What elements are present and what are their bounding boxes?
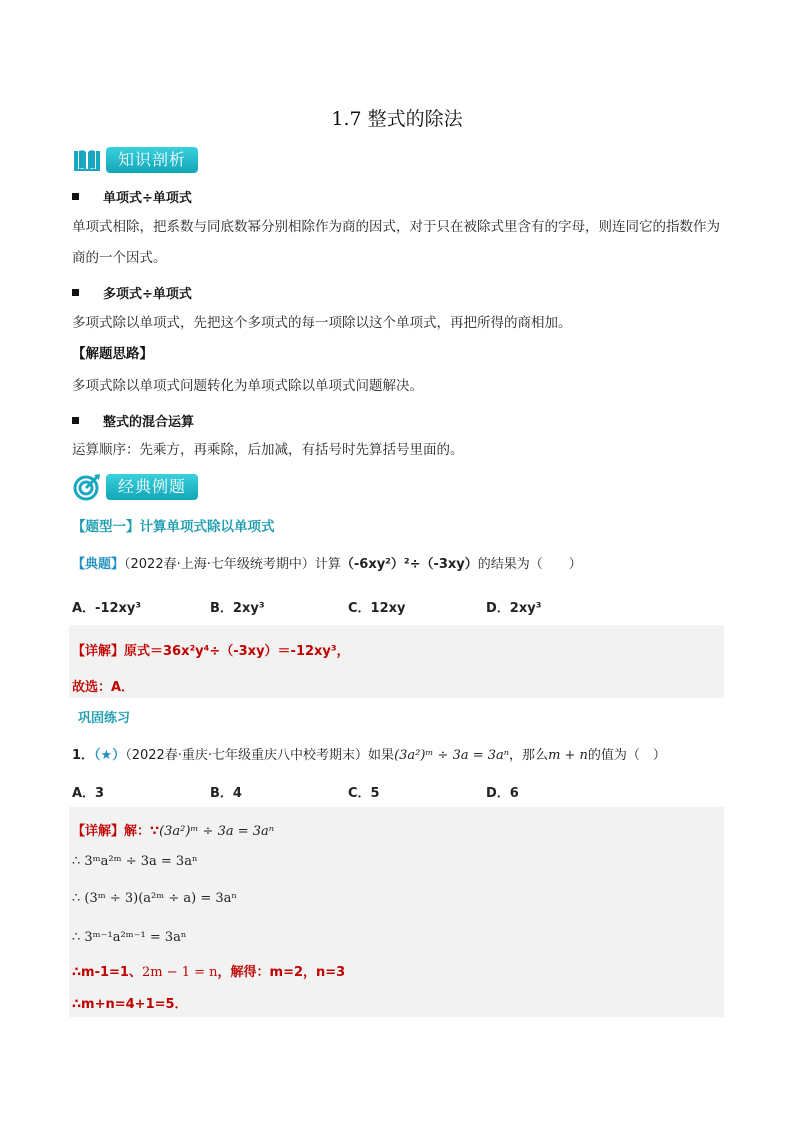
section-header-knowledge [72,145,198,175]
bullet-heading: 单项式÷单项式 [72,187,192,206]
hint-text: 多项式除以单项式问题转化为单项式除以单项式问题解决。 [72,378,423,394]
answer-line: 【详解】原式＝36x²y⁴÷（-3xy）＝-12xy³， [72,644,350,659]
practice-title: 巩固练习 [78,711,131,726]
math-expression: m + n [548,748,588,763]
book-icon [72,145,102,175]
target-icon [72,472,102,502]
example-question: 【典题】（2022春·上海·七年级统考期中）计算（-6xy²）²÷（-3xy）的结果为（ ） [72,557,582,572]
option-c[interactable]: C．12xy [348,601,406,616]
bullet-heading: 多项式÷单项式 [72,283,192,302]
paragraph: 单项式相除，把系数与同底数幂分别相除作为商的因式，对于只在被除式里含有的字母，则连同它的指数作为商的一个因式。 [72,219,720,266]
hint-title: 【解题思路】 [72,346,153,362]
option-a[interactable]: A．3 [72,786,105,801]
page-title: 1.7 整式的除法 [331,108,463,130]
option-list [72,782,722,802]
question-type-heading: 【题型一】计算单项式除以单项式 [72,519,275,535]
answer-line: ∴m+n=4+1=5． [72,997,188,1012]
option-list [72,597,722,617]
example-tag: 【典题】 [72,557,125,572]
option-d[interactable]: D．6 [486,786,519,801]
answer-line: ∴ 3ᵐa²ᵐ ÷ 3a = 3aⁿ [72,854,198,869]
star-icon: （★） [94,748,126,763]
section-label: 知识剖析 [106,147,198,173]
section-header-examples [72,472,198,502]
bullet-heading: 整式的混合运算 [72,411,194,430]
answer-line: 故选：A． [72,680,135,695]
answer-box [69,625,724,698]
option-b[interactable]: B．2xy³ [210,601,265,616]
option-c[interactable]: C．5 [348,786,380,801]
answer-line: ∴ (3ᵐ ÷ 3)(a²ᵐ ÷ a) = 3aⁿ [72,891,238,906]
answer-line: ∴m-1=1、2m − 1 = n，解得：m=2，n=3 [72,965,346,980]
paragraph: 多项式除以单项式，先把这个多项式的每一项除以这个单项式，再把所得的商相加。 [72,315,572,331]
option-a[interactable]: A．-12xy³ [72,601,142,616]
answer-line: ∴ 3ᵐ⁻¹a²ᵐ⁻¹ = 3aⁿ [72,930,187,945]
answer-line: 【详解】解：∵(3a²)ᵐ ÷ 3a = 3aⁿ [72,824,275,839]
option-d[interactable]: D．2xy³ [486,601,542,616]
question-1: 1．（★）（2022春·重庆·七年级重庆八中校考期末）如果(3a²)ᵐ ÷ 3a = 3aⁿ，那么m + n的值为（ ） [72,748,666,763]
section-label: 经典例题 [106,474,198,500]
option-b[interactable]: B．4 [210,786,242,801]
math-expression: (3a²)ᵐ ÷ 3a = 3aⁿ [394,748,510,763]
math-expression: （-6xy²）²÷（-3xy） [340,557,478,572]
paragraph: 运算顺序：先乘方，再乘除，后加减，有括号时先算括号里面的。 [72,442,464,458]
